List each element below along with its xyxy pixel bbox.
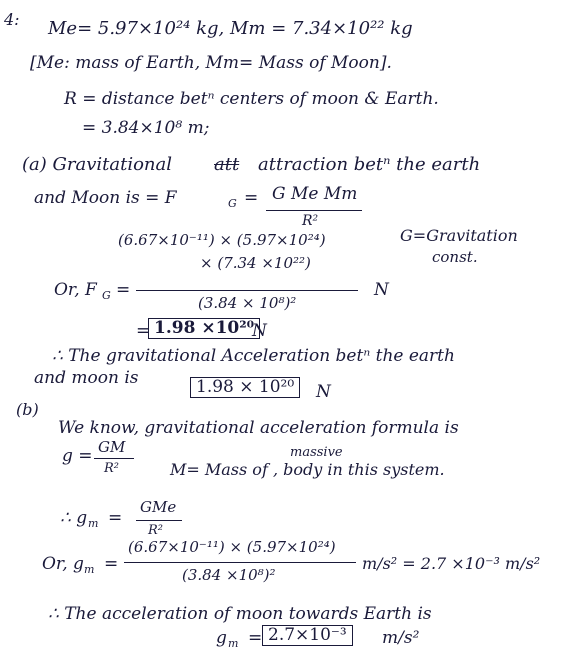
calc-fraction-bar	[136, 290, 358, 291]
fg-formula-numerator: G Me Mm	[272, 184, 358, 204]
question-label: 4:	[4, 10, 20, 29]
or-gm-label: Or, g	[42, 554, 84, 574]
g-note-line1: G=Gravitation	[400, 226, 518, 245]
fg-formula-denominator: R²	[302, 213, 319, 229]
numerator-line1: (6.67×10⁻¹¹) × (5.97×10²⁴)	[118, 231, 326, 249]
gm-unit-result: m/s² = 2.7 ×10⁻³ m/s²	[362, 554, 541, 573]
fg-subscript: G	[228, 197, 237, 210]
massive-insert: massive	[290, 445, 343, 460]
gm-lhs: ∴ g	[60, 508, 88, 528]
part-b-label: (b)	[16, 400, 39, 419]
we-know-line: We know, gravitational acceleration formula is	[58, 418, 459, 438]
gm-calc-denominator: (3.84 ×10⁸)²	[182, 566, 276, 584]
force-result-unit: N	[252, 321, 267, 341]
or-fg-label: Or, F	[54, 280, 97, 300]
part-a-heading: (a) Gravitational	[22, 154, 173, 175]
gm-fraction-bar	[136, 520, 182, 521]
g-formula-denominator: R²	[104, 461, 119, 476]
g-formula-lhs: g =	[62, 446, 93, 466]
or-gm-equals: =	[104, 554, 119, 574]
gm-calc-bar	[124, 562, 356, 563]
g-note-line2: const.	[432, 248, 478, 266]
final-result-box: 2.7×10⁻³	[262, 625, 353, 646]
distance-definition: R = distance betⁿ centers of moon & Earth.	[64, 89, 439, 109]
gm-equals: =	[108, 508, 123, 528]
or-gm-subscript: m	[84, 563, 95, 576]
conclusion-unit: N	[316, 382, 331, 402]
conclusion-result-box: 1.98 × 10²⁰	[190, 377, 300, 398]
gm-denominator: R²	[148, 523, 163, 538]
struck-word: att	[214, 154, 240, 175]
final-unit: m/s²	[382, 628, 420, 648]
fg-fraction-bar	[266, 210, 362, 211]
conclusion-line2: and moon is	[34, 368, 139, 388]
g-formula-bar	[94, 458, 134, 459]
g-formula-numerator: GM	[98, 438, 126, 456]
or-fg-equals: =	[116, 280, 131, 300]
conclusion-line1: ∴ The gravitational Acceleration betⁿ the earth	[52, 346, 455, 366]
gm-calc-numerator: (6.67×10⁻¹¹) × (5.97×10²⁴)	[128, 538, 336, 556]
and-moon-line: and Moon is = F	[34, 188, 177, 208]
force-unit: N	[374, 280, 389, 300]
gm-numerator: GMe	[140, 498, 177, 516]
fg-equals: =	[244, 188, 259, 208]
numerator-line2: × (7.34 ×10²²)	[200, 254, 311, 272]
mass-definition: M= Mass of , body in this system.	[170, 460, 445, 479]
given-definitions: [Me: mass of Earth, Mm= Mass of Moon].	[30, 53, 392, 73]
calc-denominator: (3.84 × 10⁸)²	[198, 294, 297, 312]
force-result-box: 1.98 ×10²⁰	[148, 318, 260, 339]
final-subscript: m	[228, 637, 239, 650]
or-fg-subscript: G	[102, 289, 111, 302]
part-a-heading-rest: attraction betⁿ the earth	[258, 154, 481, 175]
gm-subscript: m	[88, 517, 99, 530]
result-equals: =	[136, 321, 151, 341]
given-masses: Me= 5.97×10²⁴ kg, Mm = 7.34×10²² kg	[48, 18, 413, 39]
final-statement: ∴ The acceleration of moon towards Earth is	[48, 604, 432, 624]
distance-value: = 3.84×10⁸ m;	[82, 118, 210, 138]
final-equals: =	[248, 628, 263, 648]
final-lhs: g	[216, 628, 227, 648]
